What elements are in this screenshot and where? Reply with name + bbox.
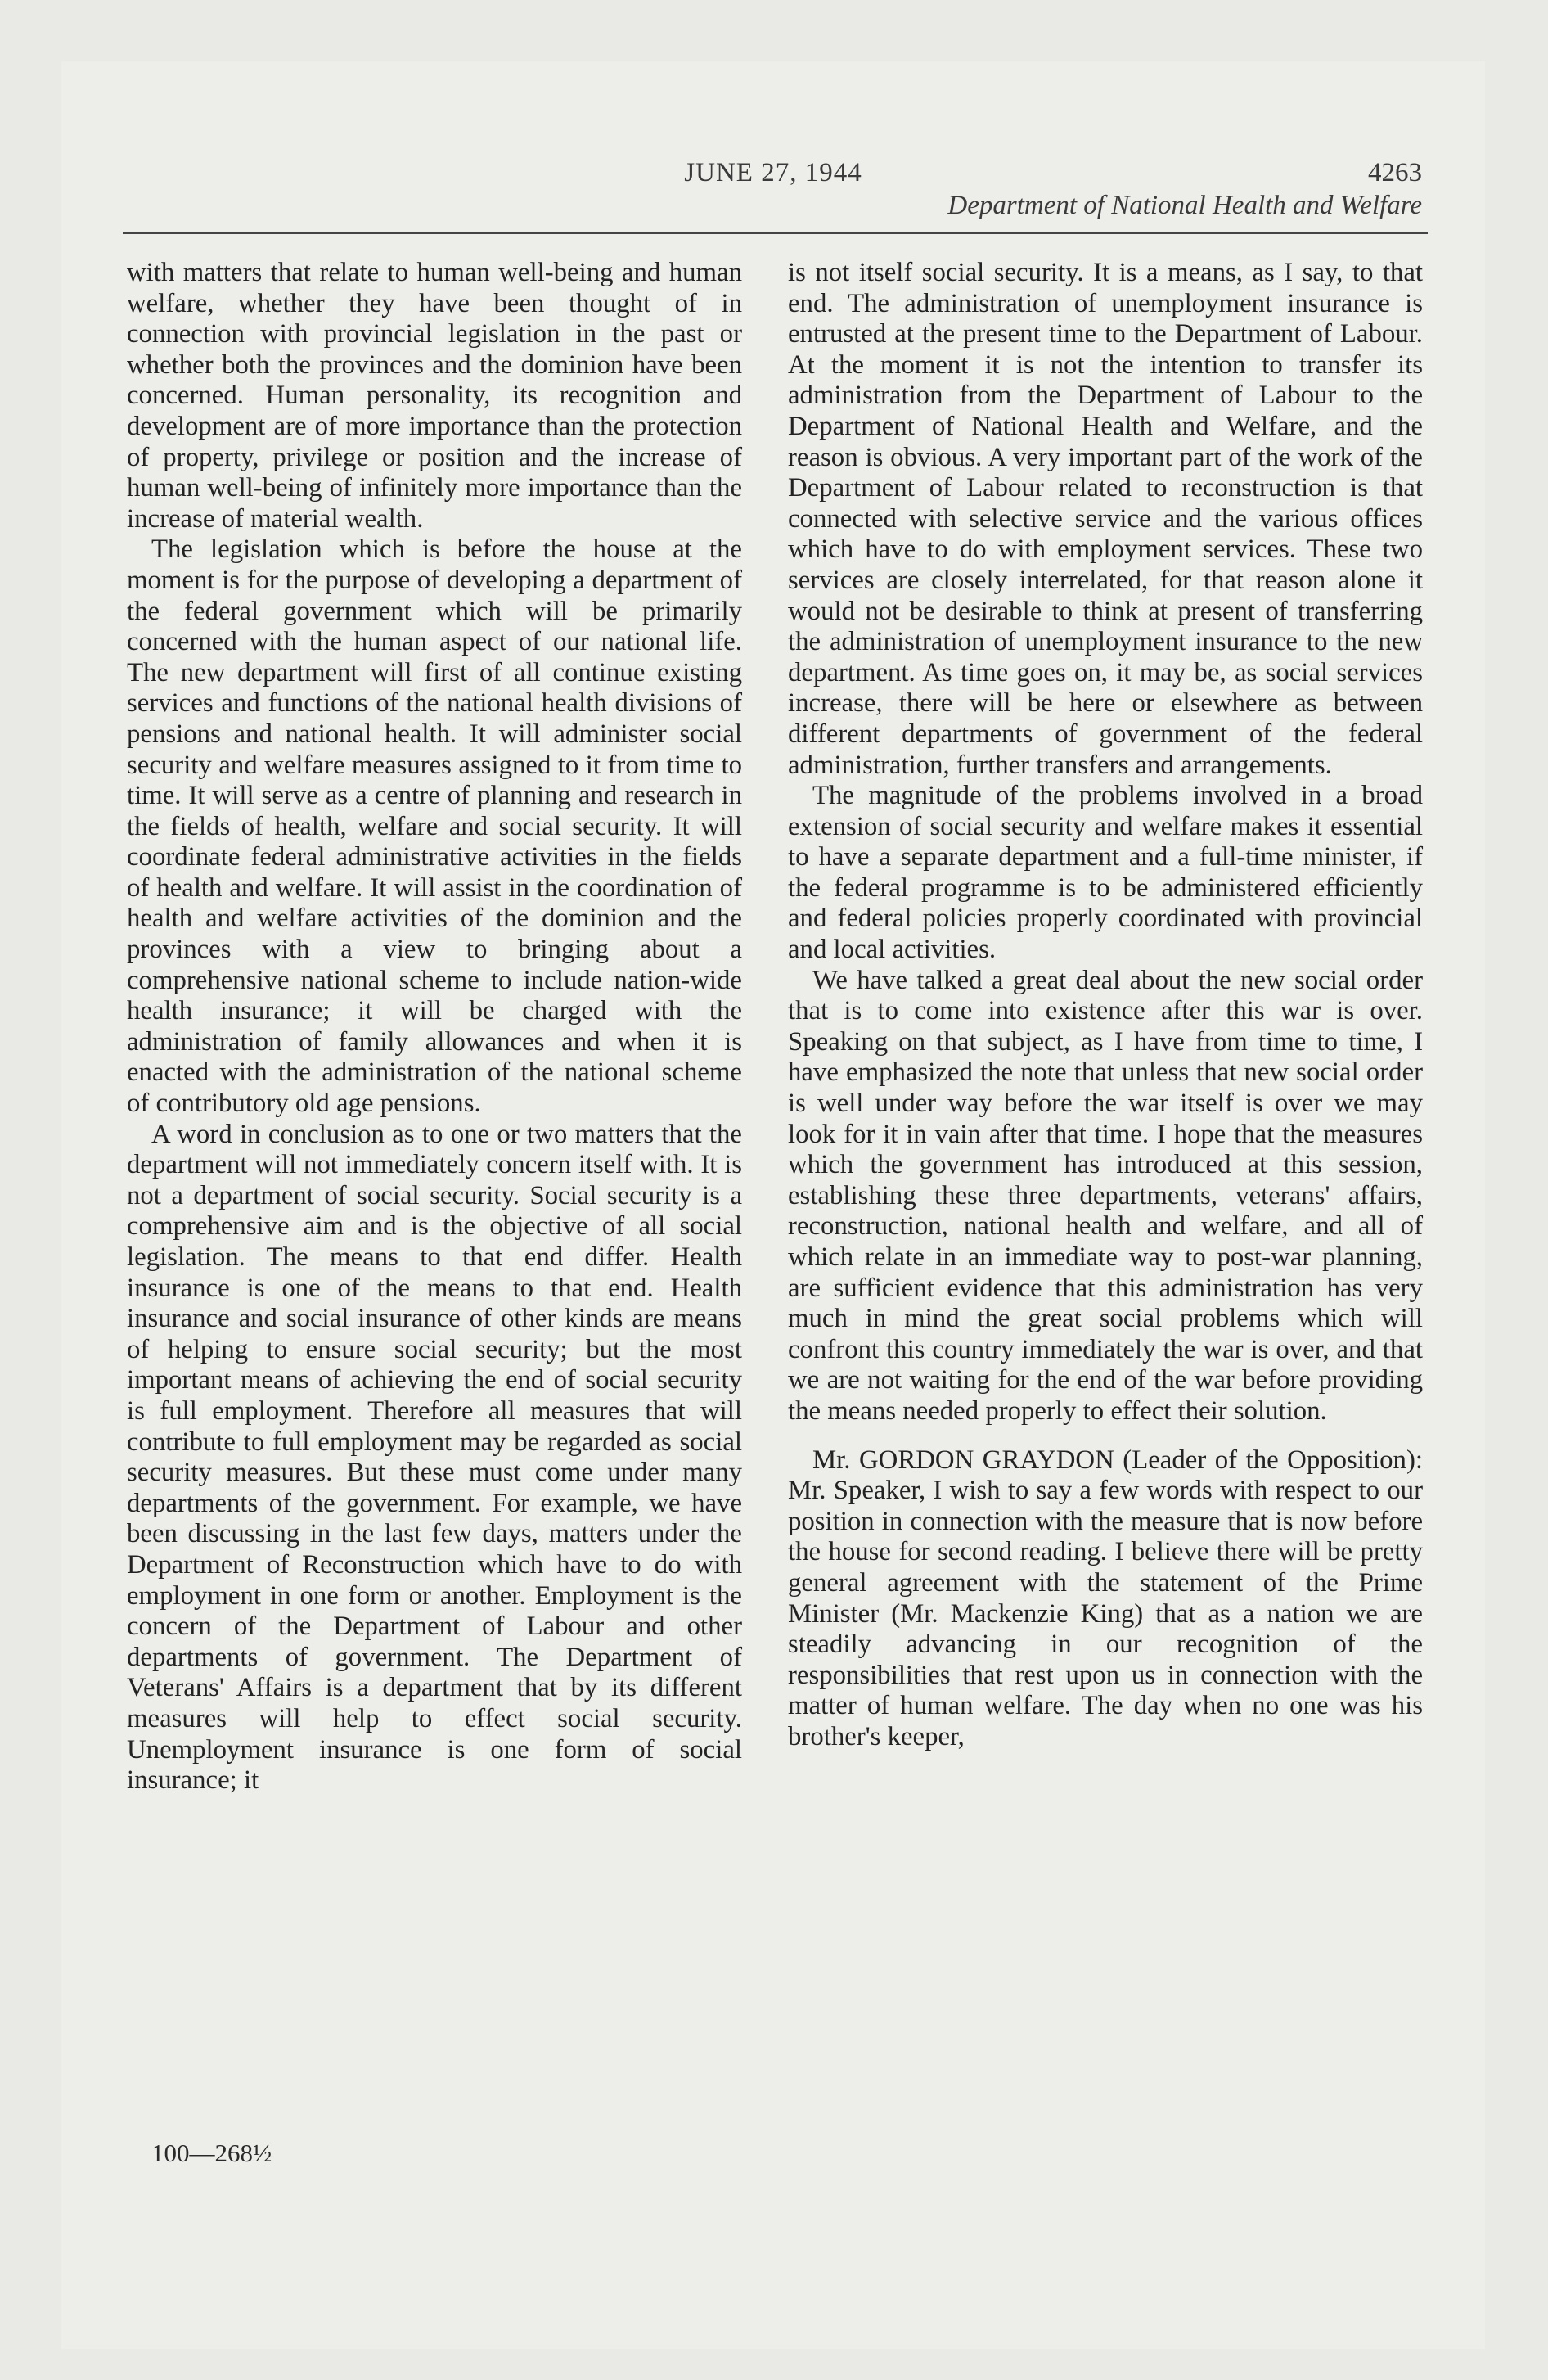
speech-paragraph: Mr. GORDON GRAYDON (Leader of the Opposition): Mr. Speaker, I wish to say a few words with respect to our position in connection with the measure that is now before the house for second reading. I believe there will be pretty general agreement with the statement of the Prime Minister (Mr. Mackenzie King) that as a nation we are steadily advancing in our recognition of the responsibilities that rest upon us in connection with the matter of human welfare. The day when no one was his brother's keeper, bbox=[788, 1445, 1423, 1751]
left-column bbox=[127, 258, 742, 1796]
header-rule bbox=[123, 232, 1428, 234]
page-date: JUNE 27, 1944 bbox=[684, 158, 862, 187]
paragraph: with matters that relate to human well-being and human welfare, whether they have been thought of in connection with provincial legislation in the past or whether both the provinces and the dominion have been concerned. Human personality, its recognition and development are of more importance than the protection of property, privilege or position and the increase of human well-being of infinitely more importance than the increase of material wealth. bbox=[127, 258, 742, 534]
paragraph: We have talked a great deal about the new social order that is to come into existence after this war is over. Speaking on that subject, as I have from time to time, I have emphasized the note that unless that new social order is well under way before the war itself is over we may look for it in vain after that time. I hope that the measures which the government has introduced at this session, establishing these three departments, veterans' affairs, reconstruction, national health and welfare, and all of which relate in an immediate way to post-war planning, are sufficient evidence that this administration has very much in mind the great social problems which will confront this country immediately the war is over, and that we are not waiting for the end of the war before providing the means needed properly to effect their solution. bbox=[788, 965, 1423, 1426]
department-title: Department of National Health and Welfare bbox=[947, 191, 1422, 220]
right-column bbox=[788, 258, 1423, 1753]
page-number: 4263 bbox=[1368, 158, 1422, 187]
paragraph: The legislation which is before the house at the moment is for the purpose of developing a department of the federal government which will be primarily concerned with the human aspect of our national life. The new department will first of all continue existing services and functions of the national health divisions of pensions and national health. It will administer social security and welfare measures assigned to it from time to time. It will serve as a centre of planning and research in the fields of health, welfare and social security. It will coordinate federal administrative activities in the fields of health and welfare. It will assist in the coordination of health and welfare activities of the dominion and the provinces with a view to bringing about a comprehensive national scheme to include nation-wide health insurance; it will be charged with the administration of family allowances and when it is enacted with the administration of the national scheme of contributory old age pensions. bbox=[127, 534, 742, 1119]
paragraph: is not itself social security. It is a means, as I say, to that end. The administration of unemployment insurance is entrusted at the present time to the Department of Labour. At the moment it is not the intention to transfer its administration from the Department of Labour to the Department of National Health and Welfare, and the reason is obvious. A very important part of the work of the Department of Labour related to reconstruction is that connected with selective service and the various offices which have to do with employment services. These two services are closely interrelated, for that reason alone it would not be desirable to think at present of transferring the administration of unemployment insurance to the new department. As time goes on, it may be, as social services increase, there will be here or elsewhere as between different departments of government of the federal administration, further transfers and arrangements. bbox=[788, 258, 1423, 780]
signature-mark: 100—268½ bbox=[151, 2139, 272, 2167]
paragraph: A word in conclusion as to one or two matters that the department will not immediately concern itself with. It is not a department of social security. Social security is a comprehensive aim and is the objective of all social legislation. The means to that end differ. Health insurance is one of the means to that end. Health insurance and social insurance of other kinds are means of helping to ensure social security; but the most important means of achieving the end of social security is full employment. Therefore all measures that will contribute to full employment may be regarded as social security measures. But these must come under many departments of the government. For example, we have been discussing in the last few days, matters under the Department of Reconstruction which have to do with employment in one form or another. Employment is the concern of the Department of Labour and other departments of government. The Department of Veterans' Affairs is a department that by its different measures will help to effect social security. Unemployment insurance is one form of social insurance; it bbox=[127, 1119, 742, 1796]
document-page bbox=[61, 61, 1485, 2349]
paragraph: The magnitude of the problems involved in a broad extension of social security and welfare makes it essential to have a separate department and a full-time minister, if the federal programme is to be administered efficiently and federal policies properly coordinated with provincial and local activities. bbox=[788, 781, 1423, 965]
